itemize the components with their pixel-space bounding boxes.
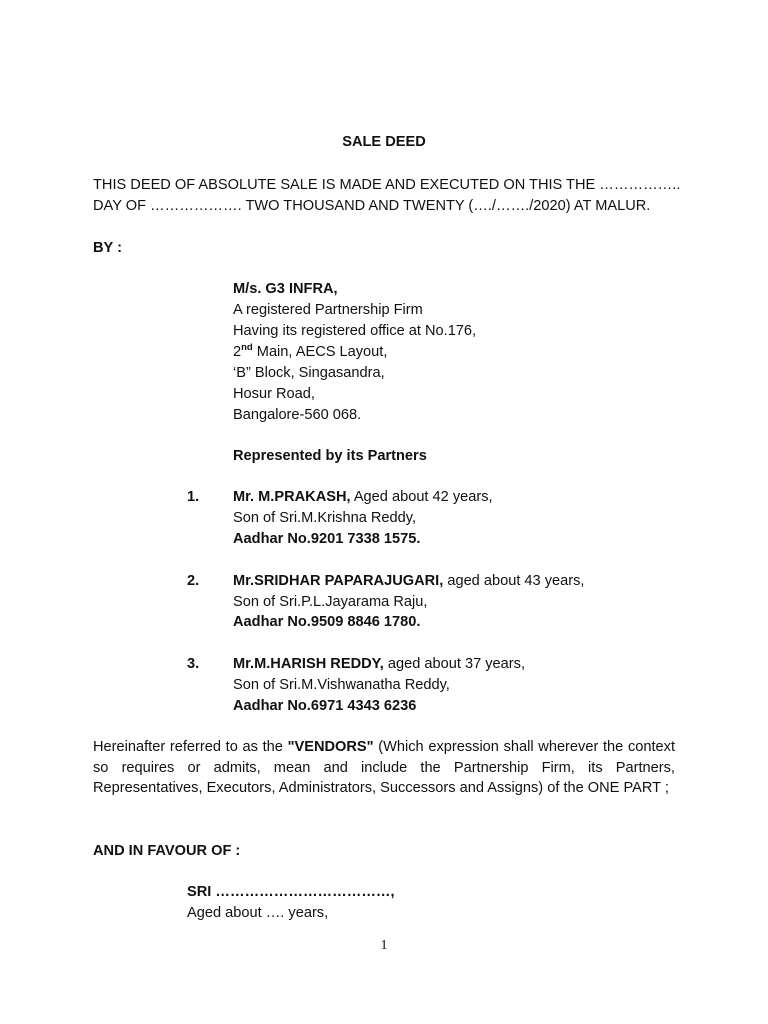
partner-1-aadhar: Aadhar No.9201 7338 1575. bbox=[233, 531, 421, 547]
vendor-address-main bbox=[233, 342, 387, 362]
address-ordinal-number: 2 bbox=[233, 344, 242, 360]
partner-3-age: aged about 37 years, bbox=[383, 656, 526, 672]
partner-3-number: 3. bbox=[187, 656, 200, 672]
partner-3-name-line bbox=[233, 654, 525, 674]
partner-3-aadhar: Aadhar No.6971 4343 6236 bbox=[233, 698, 417, 714]
vendors-term: "VENDORS" bbox=[287, 739, 374, 755]
hereinafter-suffix: (Which expression shall wherever the context so requires or admits, mean and include the Partnership Firm, its Partners, Representatives, Executors, Administrators, Successors and Assigns) of the ONE PART ; bbox=[93, 739, 676, 796]
partner-1-name: Mr. M.PRAKASH, bbox=[233, 489, 351, 505]
intro-line-1: THIS DEED OF ABSOLUTE SALE IS MADE AND EXECUTED ON THIS THE …………….. bbox=[93, 177, 681, 193]
partner-3-father: Son of Sri.M.Vishwanatha Reddy, bbox=[233, 677, 450, 693]
vendor-firm-type: A registered Partnership Firm bbox=[233, 302, 423, 318]
vendor-address-block: ‘B” Block, Singasandra, bbox=[233, 365, 385, 381]
address-ordinal-suffix: nd bbox=[241, 342, 253, 354]
hereinafter-prefix: Hereinafter referred to as the bbox=[93, 739, 288, 755]
purchaser-name: SRI ………………………………, bbox=[187, 884, 395, 900]
address-main-text: Main, AECS Layout, bbox=[252, 344, 388, 360]
hereinafter-paragraph bbox=[93, 737, 675, 799]
partner-1-father: Son of Sri.M.Krishna Reddy, bbox=[233, 510, 417, 526]
document-title: SALE DEED bbox=[342, 134, 426, 150]
vendor-firm-name: M/s. G3 INFRA, bbox=[233, 281, 338, 297]
by-label: BY : bbox=[93, 240, 122, 256]
partner-3-name: Mr.M.HARISH REDDY, bbox=[233, 656, 384, 672]
partner-1-number: 1. bbox=[187, 489, 200, 505]
partner-2-name: Mr.SRIDHAR PAPARAJUGARI, bbox=[233, 573, 444, 589]
represented-by-heading: Represented by its Partners bbox=[233, 448, 427, 464]
partner-2-number: 2. bbox=[187, 573, 200, 589]
partner-2-aadhar: Aadhar No.9509 8846 1780. bbox=[233, 614, 421, 630]
partner-2-father: Son of Sri.P.L.Jayarama Raju, bbox=[233, 594, 428, 610]
vendor-office-line: Having its registered office at No.176, bbox=[233, 323, 477, 339]
partner-1-name-line bbox=[233, 487, 493, 507]
partner-2-age: aged about 43 years, bbox=[443, 573, 585, 589]
purchaser-age: Aged about …. years, bbox=[187, 905, 329, 921]
vendor-address-city: Bangalore-560 068. bbox=[233, 407, 362, 423]
intro-line-2: DAY OF ………………. TWO THOUSAND AND TWENTY (…./……./2020) AT MALUR. bbox=[93, 198, 651, 214]
partner-1-age: Aged about 42 years, bbox=[350, 489, 493, 505]
partner-2-name-line bbox=[233, 571, 584, 591]
page-number: 1 bbox=[380, 938, 388, 953]
vendor-address-road: Hosur Road, bbox=[233, 386, 315, 402]
in-favour-label: AND IN FAVOUR OF : bbox=[93, 843, 241, 859]
